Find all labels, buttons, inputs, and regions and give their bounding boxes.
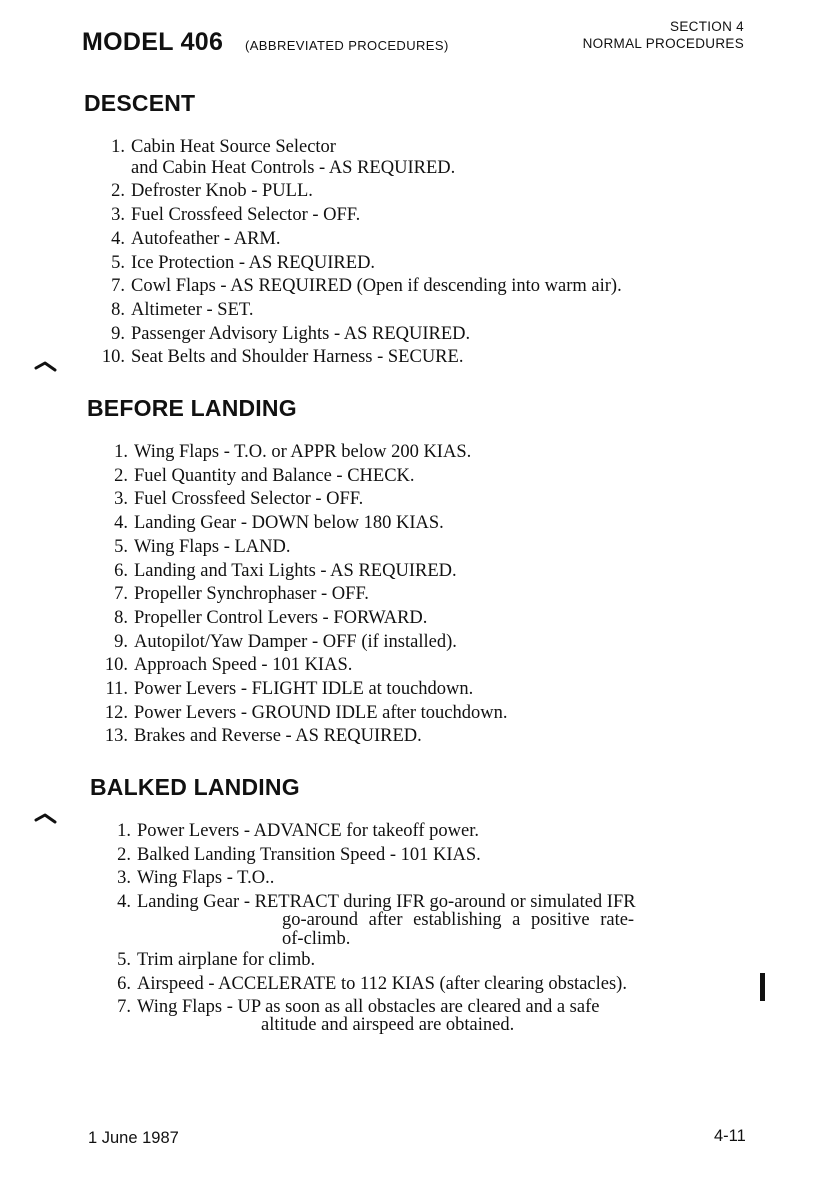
item-text: Autopilot/Yaw Damper - OFF (if installed). — [134, 631, 457, 652]
list-item — [114, 465, 508, 489]
list-item — [114, 441, 508, 465]
item-text: Power Levers - ADVANCE for takeoff power. — [137, 821, 480, 841]
item-text: Fuel Quantity and Balance - CHECK. — [134, 465, 415, 486]
list-item — [111, 275, 622, 299]
item-text: Trim airplane for climb. — [137, 949, 316, 970]
item-text: Propeller Synchrophaser - OFF. — [134, 584, 369, 605]
item-number: 5. — [114, 536, 128, 557]
item-number: 1. — [114, 442, 128, 462]
item-text: Passenger Advisory Lights - AS REQUIRED. — [131, 323, 471, 344]
item-number: 10. — [104, 655, 128, 676]
list-item — [105, 678, 508, 702]
list-item — [104, 654, 508, 678]
list-item — [101, 346, 622, 370]
list-item — [117, 867, 636, 891]
list-item — [117, 996, 636, 1035]
item-number: 4. — [117, 892, 131, 913]
item-number: 5. — [117, 949, 131, 970]
list-item — [111, 180, 622, 204]
section-label — [583, 18, 744, 52]
item-text: Balked Landing Transition Speed - 101 KIAS. — [137, 844, 481, 865]
item-number: 8. — [111, 299, 125, 320]
item-number: 11. — [105, 679, 128, 700]
item-number: 4. — [114, 513, 128, 534]
descent-heading: DESCENT — [84, 90, 196, 116]
change-bar — [760, 973, 765, 1001]
item-text: Fuel Crossfeed Selector - OFF. — [131, 205, 361, 226]
item-number: 4. — [111, 228, 125, 249]
list-item — [111, 228, 622, 252]
item-number: 10. — [101, 347, 125, 368]
item-number: 9. — [114, 631, 128, 652]
list-item — [111, 136, 622, 180]
list-item — [114, 583, 508, 607]
item-continuation: altitude and airspeed are obtained. — [261, 1014, 515, 1035]
model-title: MODEL 406 — [82, 28, 224, 56]
list-item — [114, 536, 508, 560]
item-text: Power Levers - GROUND IDLE after touchdown. — [134, 702, 508, 723]
item-text: Altimeter - SET. — [131, 299, 254, 320]
section-title: NORMAL PROCEDURES — [582, 36, 744, 51]
item-number: 12. — [104, 702, 128, 723]
list-item — [117, 891, 636, 949]
list-item — [117, 973, 636, 997]
item-number: 6. — [117, 973, 131, 994]
list-item — [117, 820, 636, 844]
item-text: Landing Gear - DOWN below 180 KIAS. — [134, 513, 444, 534]
item-text: Cabin Heat Source Selector — [131, 137, 336, 157]
item-continuation: go-around after establishing a positive rate- — [282, 909, 635, 930]
list-item — [114, 488, 508, 512]
item-text: Wing Flaps - UP as soon as all obstacles are cleared and a safe — [137, 997, 600, 1018]
item-text: Propeller Control Levers - FORWARD. — [134, 607, 428, 628]
item-number: 2. — [111, 181, 125, 202]
balked-landing-heading: BALKED LANDING — [90, 774, 300, 800]
list-item — [117, 844, 636, 868]
list-item — [104, 725, 508, 749]
footer-date: 1 June 1987 — [88, 1129, 179, 1147]
descent-list — [101, 136, 622, 370]
item-text: Power Levers - FLIGHT IDLE at touchdown. — [134, 679, 474, 700]
item-number: 3. — [117, 868, 131, 889]
section-number: SECTION 4 — [670, 19, 744, 34]
list-item — [114, 631, 508, 655]
item-number: 1. — [111, 137, 125, 157]
item-text: Landing and Taxi Lights - AS REQUIRED. — [134, 560, 457, 581]
item-text: Wing Flaps - T.O. or APPR below 200 KIAS. — [134, 442, 472, 462]
item-text: Wing Flaps - T.O.. — [137, 868, 275, 889]
item-number: 1. — [117, 821, 131, 841]
abbreviated-procedures-label: (ABBREVIATED PROCEDURES) — [245, 38, 449, 53]
item-text: Airspeed - ACCELERATE to 112 KIAS (after clearing obstacles). — [137, 973, 627, 994]
item-text: Defroster Knob - PULL. — [131, 181, 313, 202]
item-number: 7. — [111, 276, 125, 297]
item-number: 13. — [104, 726, 128, 747]
item-number: 5. — [111, 252, 125, 273]
list-item — [111, 252, 622, 276]
item-continuation: of-climb. — [282, 928, 351, 949]
list-item — [117, 949, 636, 973]
item-text: Seat Belts and Shoulder Harness - SECURE. — [131, 347, 464, 368]
page-number: 4-11 — [714, 1127, 746, 1145]
list-item — [104, 702, 508, 726]
list-item — [111, 299, 622, 323]
item-continuation: and Cabin Heat Controls - AS REQUIRED. — [131, 157, 456, 178]
before-landing-list — [104, 441, 508, 749]
item-text: Brakes and Reverse - AS REQUIRED. — [134, 726, 422, 747]
list-item — [114, 560, 508, 584]
item-number: 2. — [117, 844, 131, 865]
item-number: 2. — [114, 465, 128, 486]
item-text: Wing Flaps - LAND. — [134, 536, 291, 557]
item-number: 9. — [111, 323, 125, 344]
list-item — [111, 323, 622, 347]
list-item — [114, 607, 508, 631]
item-text: Cowl Flaps - AS REQUIRED (Open if descending into warm air). — [131, 276, 622, 297]
item-text: Autofeather - ARM. — [131, 228, 281, 249]
item-number: 8. — [114, 607, 128, 628]
item-number: 3. — [111, 205, 125, 226]
before-landing-heading: BEFORE LANDING — [87, 395, 297, 421]
revision-marker-icon — [33, 812, 63, 826]
item-number: 7. — [117, 997, 131, 1018]
revision-marker-icon — [33, 360, 63, 374]
item-number: 3. — [114, 489, 128, 510]
item-number: 7. — [114, 584, 128, 605]
list-item — [111, 204, 622, 228]
item-text: Landing Gear - RETRACT during IFR go-around or simulated IFR — [137, 892, 636, 913]
item-text: Ice Protection - AS REQUIRED. — [131, 252, 376, 273]
item-number: 6. — [114, 560, 128, 581]
item-text: Fuel Crossfeed Selector - OFF. — [134, 489, 364, 510]
item-text: Approach Speed - 101 KIAS. — [134, 655, 353, 676]
list-item — [114, 512, 508, 536]
balked-landing-list — [117, 820, 636, 1035]
